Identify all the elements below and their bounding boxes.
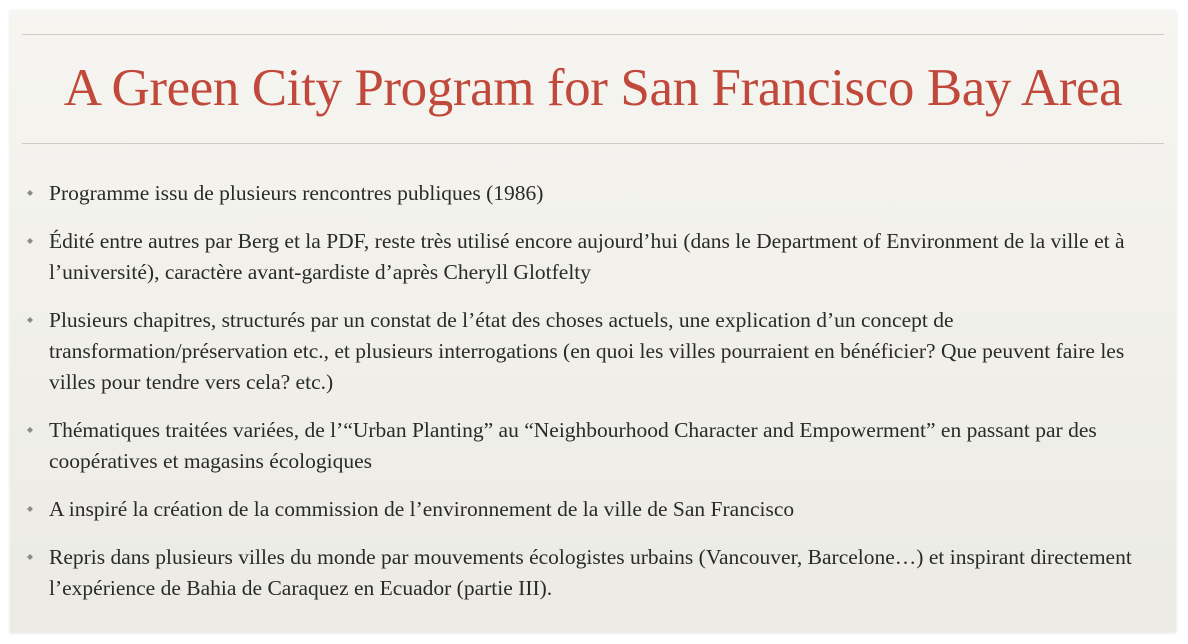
bullet-item bbox=[24, 226, 1162, 288]
bullet-text: Repris dans plusieurs villes du monde par mouvements écologistes urbains (Vancouver, Barcelone…) et inspirant directement l’expérience de Bahia de Caraquez en Ecuador (partie III). bbox=[49, 545, 1132, 600]
bullet-text: A inspiré la création de la commission de l’environnement de la ville de San Francisco bbox=[49, 497, 795, 521]
diamond-bullet-icon bbox=[27, 506, 33, 512]
diamond-bullet-icon bbox=[27, 238, 33, 244]
bullet-list bbox=[24, 178, 1162, 621]
top-divider bbox=[22, 34, 1164, 35]
bullet-text: Plusieurs chapitres, structurés par un constat de l’état des choses actuels, une explication d’un concept de transformation/préservation etc., et plusieurs interrogations (en quoi les villes pourraient en bénéficier? Que peuvent faire les villes pour tendre vers cela? etc.) bbox=[49, 308, 1125, 394]
bullet-item bbox=[24, 178, 1162, 209]
bullet-text: Programme issu de plusieurs rencontres publiques (1986) bbox=[49, 181, 544, 205]
diamond-bullet-icon bbox=[27, 190, 33, 196]
bullet-text: Thématiques traitées variées, de l’“Urban Planting” au “Neighbourhood Character and Empowerment” en passant par des coopératives et magasins écologiques bbox=[49, 418, 1097, 473]
slide bbox=[10, 10, 1176, 632]
title-divider bbox=[22, 143, 1164, 144]
diamond-bullet-icon bbox=[27, 317, 33, 323]
bullet-item bbox=[24, 305, 1162, 398]
diamond-bullet-icon bbox=[27, 554, 33, 560]
slide-title: A Green City Program for San Francisco Bay Area bbox=[63, 59, 1123, 117]
bullet-item bbox=[24, 542, 1162, 604]
diamond-bullet-icon bbox=[27, 427, 33, 433]
bullet-text: Édité entre autres par Berg et la PDF, reste très utilisé encore aujourd’hui (dans le Department of Environment de la ville et à l’université), caractère avant-gardiste d’après Cheryll Glotfelty bbox=[49, 229, 1125, 284]
bullet-item bbox=[24, 494, 1162, 525]
bullet-item bbox=[24, 415, 1162, 477]
